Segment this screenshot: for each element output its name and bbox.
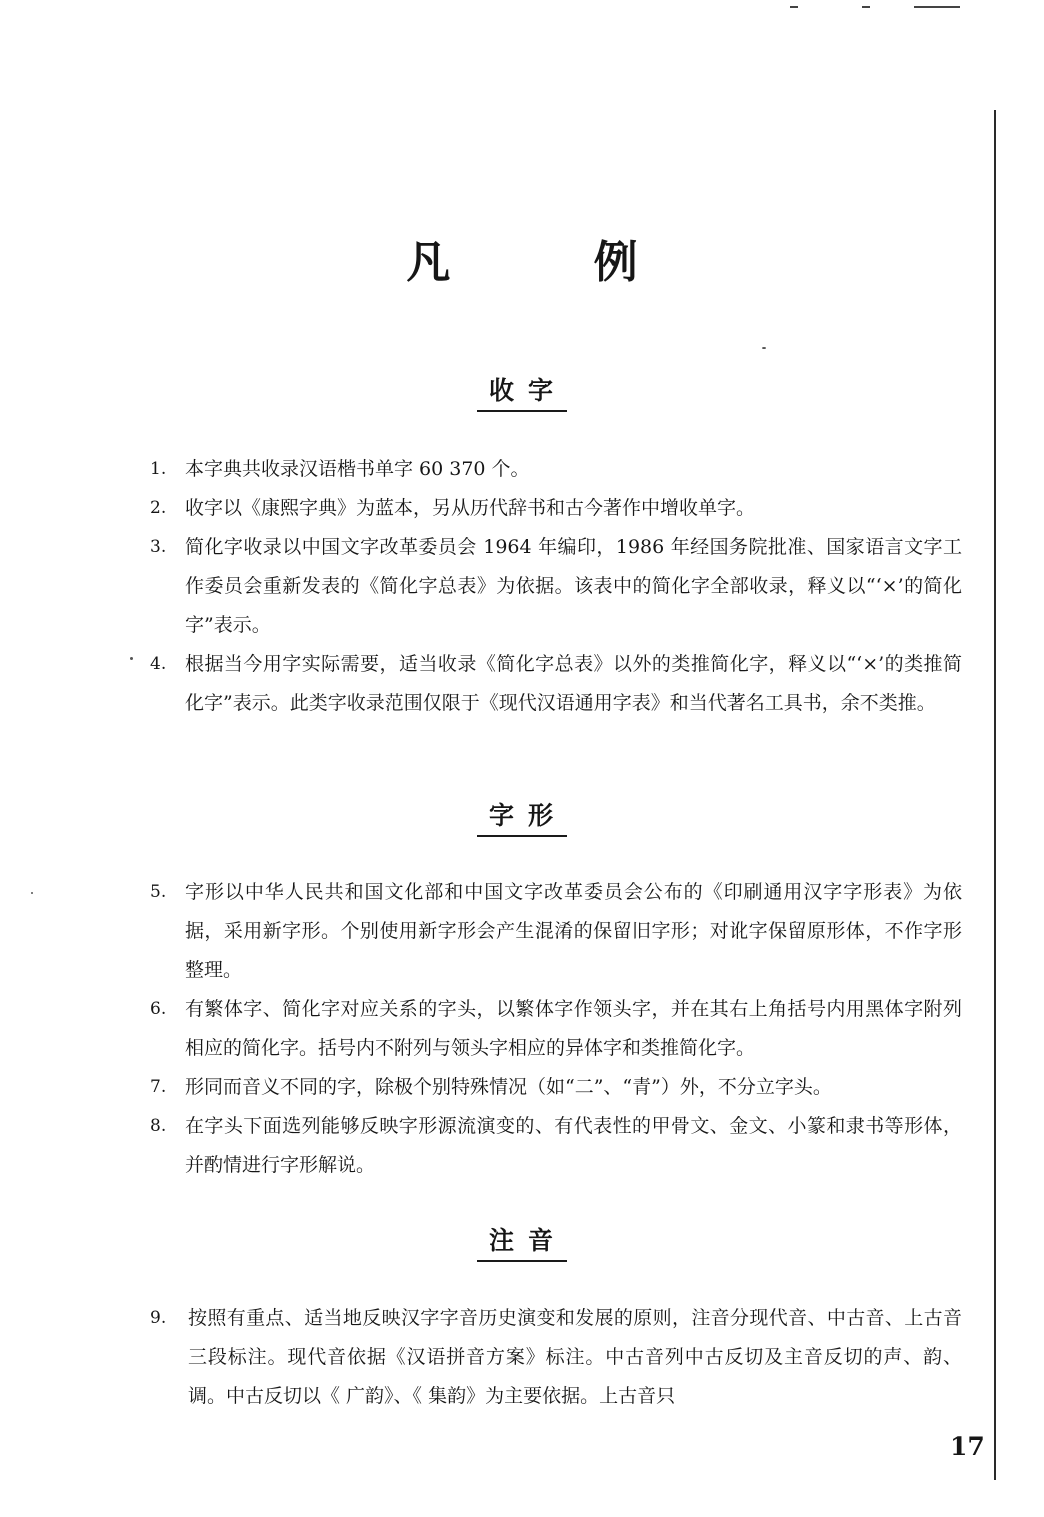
item-number: 7.: [150, 1077, 167, 1097]
item-text: 本字典共收录汉语楷书单字 60 370 个。: [185, 458, 530, 480]
item-text: 字形以中华人民共和国文化部和中国文字改革委员会公布的《印刷通用汉字字形表》为依据，采用新字形。个别使用新字形会产生混淆的保留旧字形；对讹字保留原形体，不作字形整理。: [185, 881, 962, 981]
item-number: 6.: [150, 999, 167, 1019]
item-number: 9.: [150, 1308, 167, 1328]
list-item: [150, 450, 962, 489]
item-number: 8.: [150, 1116, 167, 1136]
section-heading-label: 注音: [477, 1226, 567, 1262]
section-heading-label: 收字: [477, 376, 567, 412]
item-text: 收字以《康熙字典》为蓝本，另从历代辞书和古今著作中增收单字。: [185, 497, 756, 519]
page-number: 17: [950, 1432, 985, 1461]
list-item: [150, 489, 962, 528]
scan-speck: [130, 657, 133, 660]
item-number: 2.: [150, 498, 167, 518]
item-number: 4.: [150, 654, 167, 674]
list-item: [150, 873, 962, 990]
list-item: [150, 1299, 962, 1416]
list-item: [150, 1068, 962, 1107]
list-item: [150, 528, 962, 645]
item-text: 简化字收录以中国文字改革委员会 1964 年编印，1986 年经国务院批准、国家语言文字工作委员会重新发表的《简化字总表》为依据。该表中的简化字全部收录，释义以“‘×’的简化字”表示。: [185, 536, 962, 636]
item-number: 3.: [150, 537, 167, 557]
item-text: 形同而音义不同的字，除极个别特殊情况（如“二”、“青”）外，不分立字头。: [185, 1076, 832, 1098]
scan-speck: [762, 347, 766, 349]
list-item: [150, 990, 962, 1068]
page-title: 凡 例: [406, 237, 702, 288]
item-text: 根据当今用字实际需要，适当收录《简化字总表》以外的类推简化字，释义以“‘×’的类推简化字”表示。此类字收录范围仅限于《现代汉语通用字表》和当代著名工具书，余不类推。: [185, 653, 962, 714]
page-edge-line: [994, 110, 996, 1480]
item-number: 5.: [150, 882, 167, 902]
scan-speck: [31, 892, 33, 894]
section-heading-zixing: [0, 801, 1044, 837]
scan-marks: [790, 4, 960, 10]
item-text: 在字头下面选列能够反映字形源流演变的、有代表性的甲骨文、金文、小篆和隶书等形体，并酌情进行字形解说。: [185, 1115, 962, 1176]
section-heading-label: 字形: [477, 801, 567, 837]
item-number: 1.: [150, 459, 167, 479]
section-heading-shouzi: [0, 376, 1044, 412]
list-item: [150, 645, 962, 723]
item-text: 按照有重点、适当地反映汉字字音历史演变和发展的原则，注音分现代音、中古音、上古音三段标注。现代音依据《汉语拼音方案》标注。中古音列中古反切及主音反切的声、韵、调。中古反切以《 广韵》、《 集韵》为主要依据。上古音只: [188, 1307, 962, 1407]
item-text: 有繁体字、简化字对应关系的字头，以繁体字作领头字，并在其右上角括号内用黑体字附列相应的简化字。括号内不附列与领头字相应的异体字和类推简化字。: [185, 998, 962, 1059]
section-heading-zhuyin: [0, 1226, 1044, 1262]
list-item: [150, 1107, 962, 1185]
